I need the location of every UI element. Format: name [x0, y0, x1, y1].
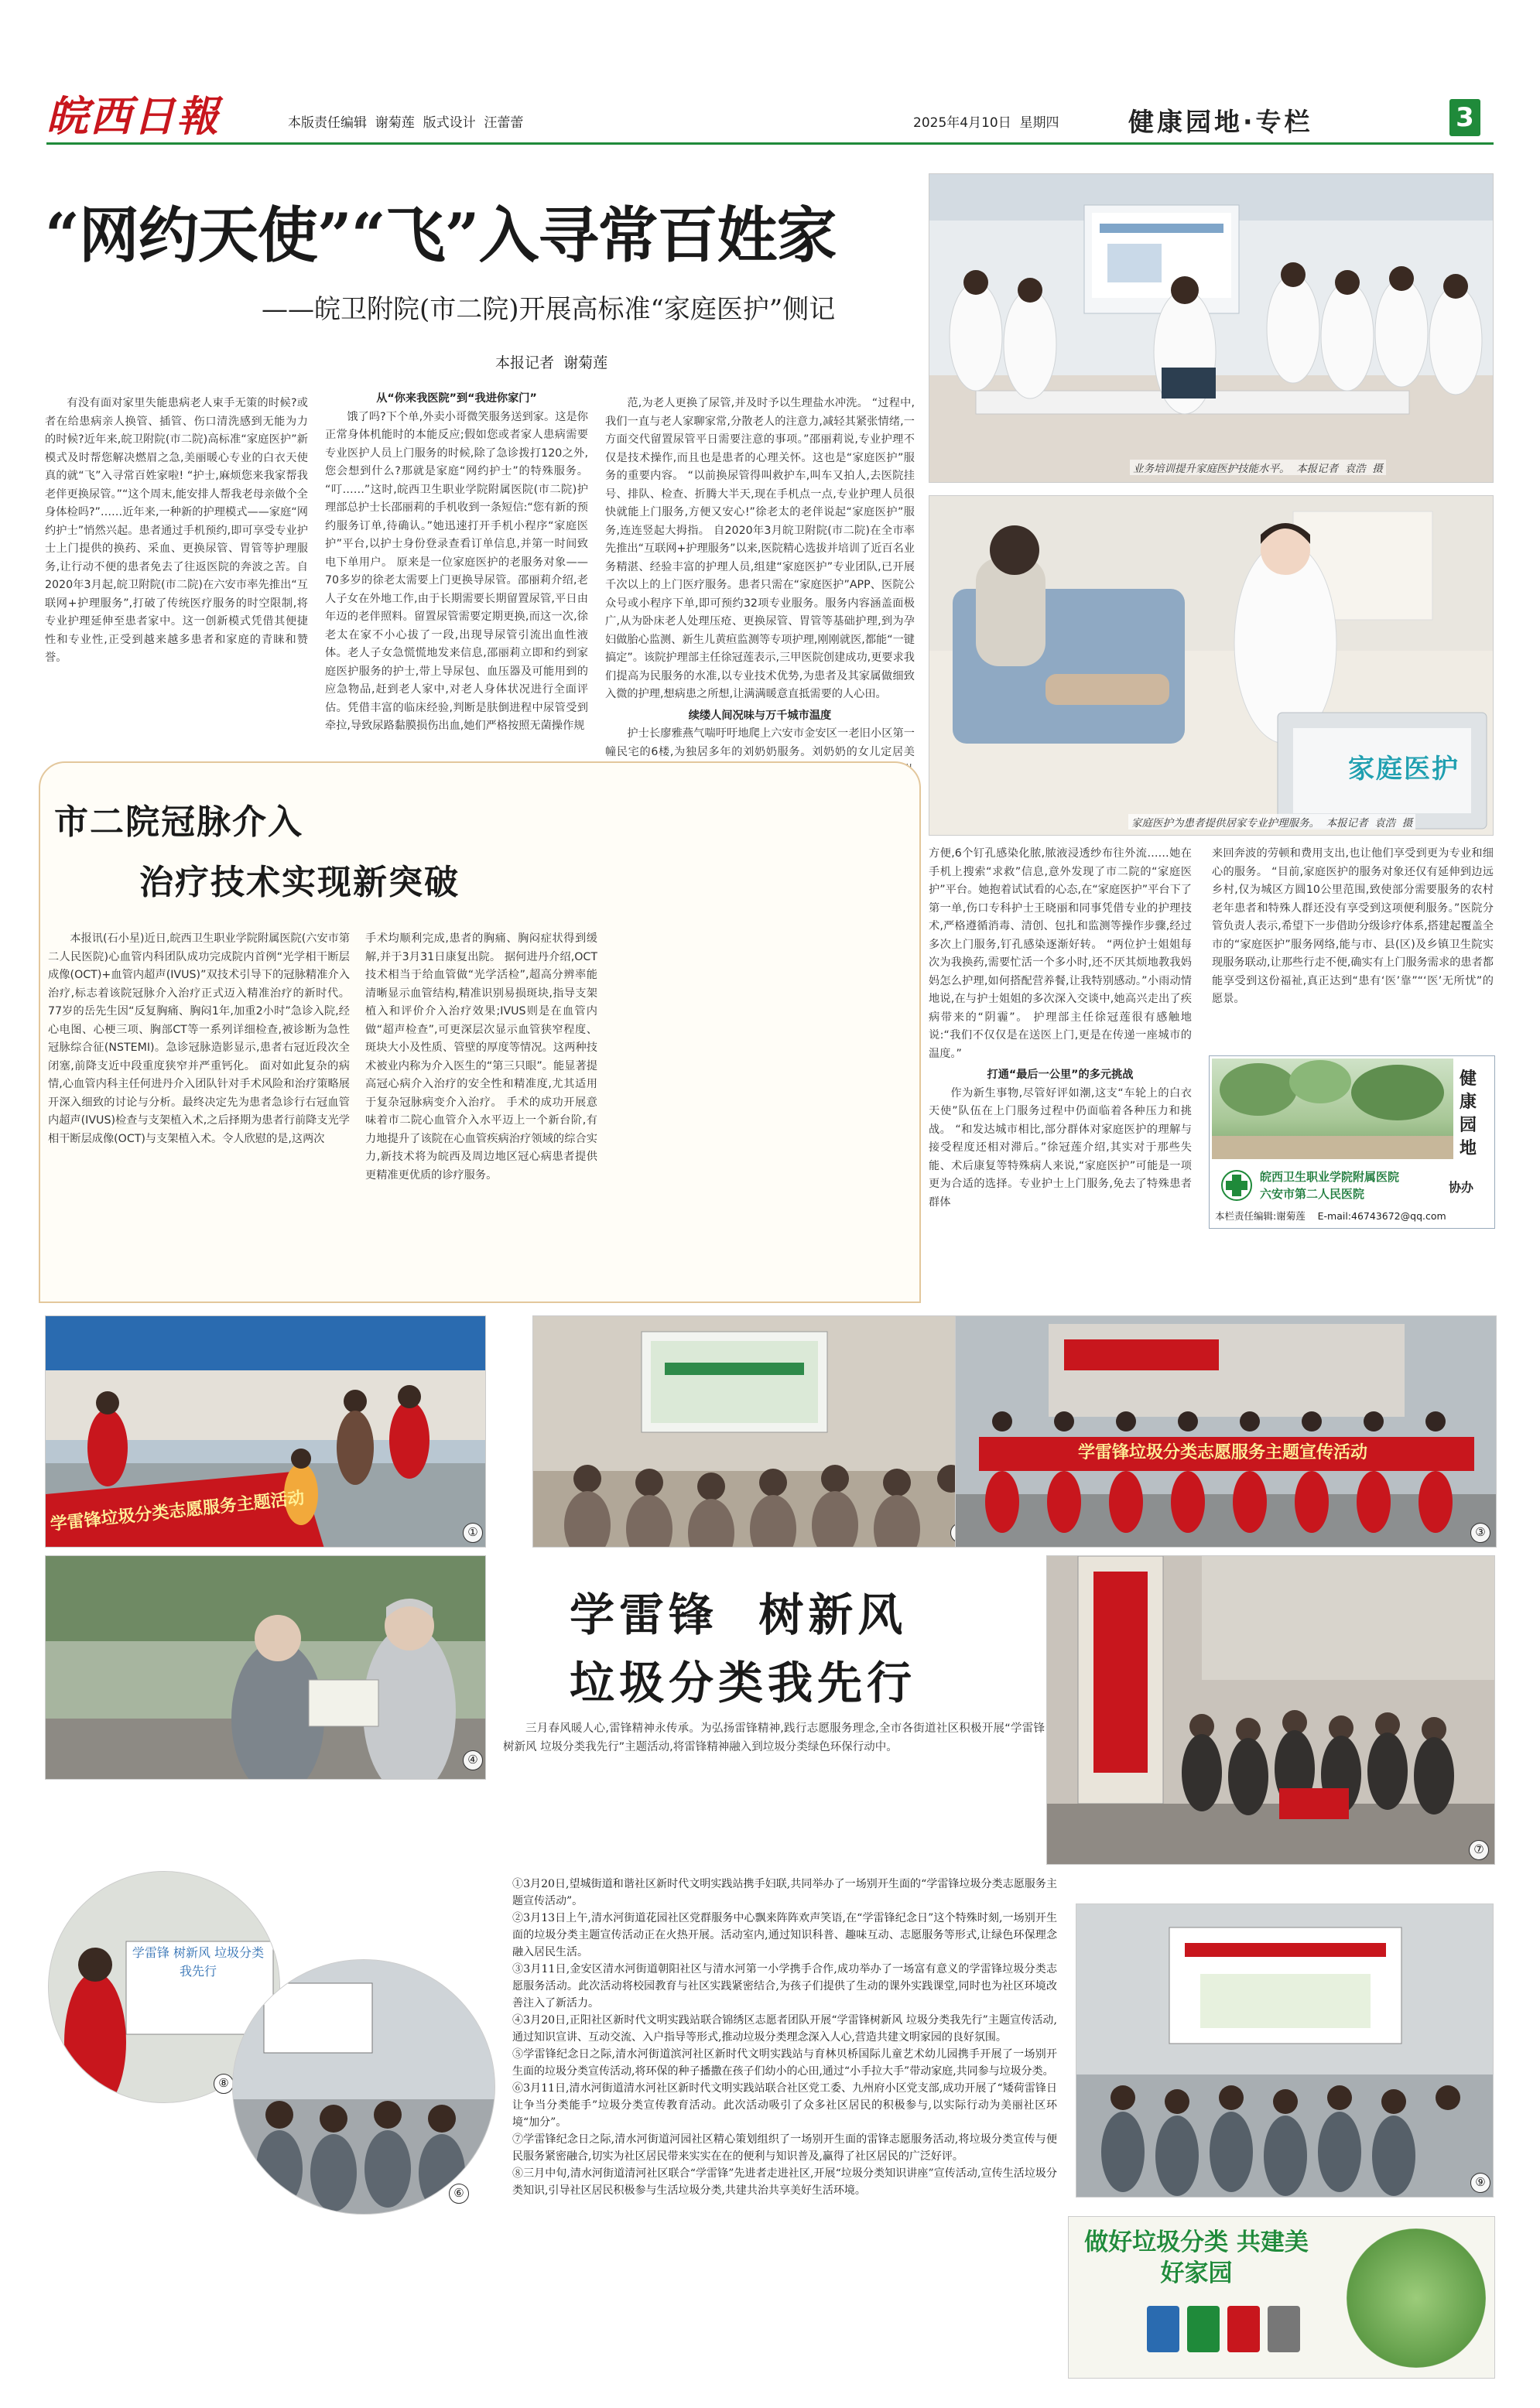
activity-photo-4: [45, 1555, 486, 1780]
masthead-logo: 皖西日報: [46, 91, 220, 141]
hospital-name-1: 皖西卫生职业学院附属医院: [1260, 1170, 1400, 1184]
garbage-poster-text: 做好垃圾分类 共建美好家园: [1084, 2228, 1309, 2287]
masthead-rule: [46, 142, 1494, 145]
feature-column-4b-text: 作为新生事物,尽管好评如潮,这支“车轮上的白衣天使”队伍在上门服务过程中仍面临着各种压力和挑战。 “和发达城市相比,部分群体对家庭医护的理解与接受程度还相对滞后。”徐冠莲介绍,其实对于那些失能、术后康复等特殊病人来说,“家庭医护”可能是一项更为合适的选择。专业护士上门服务,免去了特殊患者群体: [929, 1086, 1192, 1209]
activity-photo-1-banner: 学雷锋垃圾分类志愿服务主题活动: [49, 1488, 306, 1535]
activity-photo-3-banner: 学雷锋垃圾分类志愿服务主题宣传活动: [1077, 1443, 1367, 1462]
health-column-box-title: 健康园地: [1460, 1069, 1477, 1158]
activity-photo-2-art: [533, 1316, 977, 1548]
note-3: ③3月11日,金安区清水河街道朝阳社区与清水河第一小学携手合作,成功举办了一场富有意义的学雷锋垃圾分类志愿服务活动。此次活动将校园教育与社区实践紧密结合,为孩子们提供了生动的课外实践课堂,同时也为社区环境改善注入了新活力。: [512, 1963, 1057, 2010]
photo-number-4: ④: [463, 1750, 483, 1770]
masthead-editor: 本版责任编辑 谢菊莲 版式设计 汪蕾蕾: [288, 115, 524, 131]
park-scene-art: [1212, 1059, 1453, 1159]
hospital-name-2: 六安市第二人民医院: [1260, 1187, 1365, 1201]
feature-column-2: [325, 390, 588, 792]
activity-photo-7-art: [1047, 1556, 1495, 1865]
leifeng-title-2: 垃圾分类我先行: [570, 1657, 917, 1709]
activity-photo-2: [532, 1315, 977, 1548]
masthead-section: 健康园地·专栏: [1128, 107, 1313, 137]
health-column-box-image: [1212, 1059, 1453, 1159]
photo-number-1: ①: [463, 1523, 483, 1543]
cardio-column-1: 本报讯(石小星)近日,皖西卫生职业学院附属医院(六安市第二人民医院)心血管内科团队成功完成院内首例“光学相干断层成像(OCT)+血管内超声(IVUS)”双技术引导下的冠脉精准介入治疗,标志着该院冠脉介入治疗正式迈入精准治疗的新时代。 77岁的岳先生因“反复胸痛、胸闷1年,加重2小时”急诊入院,经心电图、心梗三项、胸部CT等一系列详细检查,被诊断为急性冠脉综合征(NSTEMI)。急诊冠脉造影显示,患者右冠近段次全闭塞,前降支近中段重度狭窄并严重钙化。 面对如此复杂的病情,心血管内科主任何进丹介入团队针对手术风险和治疗策略展开深入细致的讨论与分析。最终决定先为患者急诊行右冠血管内超声(IVUS)检查与支架植入术,之后择期为患者行前降支光学相干断层成像(OCT)与支架植入术。令人欣慰的是,这两次: [48, 932, 350, 1145]
photo-number-7: ⑦: [1469, 1840, 1489, 1860]
note-8: ⑧三月中旬,清水河街道清河社区联合“学雷锋”先进者走进社区,开展“垃圾分类知识讲座”宣传活动,宣传生活垃圾分类知识,引导社区居民积极参与生活垃圾分类,共建共治共享美好生活环境。: [512, 2167, 1057, 2197]
note-2: ②3月13日上午,清水河街道花园社区党群服务中心飘来阵阵欢声笑语,在“学雷锋纪念日”这个特殊时刻,一场别开生面的垃圾分类主题宣传活动正在火热开展。活动室内,通过知识科普、趣味互动、志愿服务等形式,让绿色环保理念融入居民生活。: [512, 1912, 1057, 1958]
activity-photo-9-art: [1076, 1904, 1494, 2198]
activity-photo-6-art: [233, 1960, 495, 2215]
masthead-date: 2025年4月10日 星期四: [913, 115, 1059, 131]
feature-subtitle: ——皖卫附院(市二院)开展高标准“家庭医护”侧记: [262, 294, 836, 325]
feature-byline: 本报记者 谢菊莲: [495, 354, 608, 371]
photo-number-3: ③: [1470, 1523, 1490, 1543]
activity-notes: [512, 1876, 1057, 2386]
hospital-logo-cross-bar: [1226, 1181, 1247, 1190]
note-5: ⑤学雷锋纪念日之际,清水河街道滨河社区新时代文明实践站与育林贝桥国际儿童艺术幼儿园携手开展了一场别开生面的垃圾分类宣传活动,将环保的种子播撒在孩子们幼小的心田,通过“小手拉大手”带动家庭,共同参与垃圾分类。: [512, 2048, 1057, 2078]
home-care-sign: 家庭医护: [1348, 754, 1460, 785]
cardio-title-2: 治疗技术实现新突破: [139, 863, 460, 902]
feature-column-3b-text: 护士长廖雅燕气喘吁吁地爬上六安市金安区一老旧小区第一幢民宅的6楼,为独居多年的刘奶奶服务。刘奶奶的女儿定居美: [605, 727, 915, 758]
feature-column-3-text: 范,为老人更换了尿管,并及时予以生理盐水冲洗。 “过程中,我们一直与老人家聊家常,分散老人的注意力,减轻其紧张情绪,一方面交代留置尿管平日需要注意的事项。”邵丽莉说,专业护理不仅是技术操作,而且也是患者的心理关怀。这也是“家庭医护”服务的重要内容。 “以前换尿管得叫救护车,叫车又拍人,去医院挂号、排队、检查、折腾大半天,现在手机点一点,专业护理人员很快就能上门服务,方便又安心!”徐老太的老伴说起“家庭医护”服务,连连竖起大拇指。 自2020年3月皖卫附院(市二院)在全市率先推出“互联网+护理服务”以来,医院精心选拔并培训了近百名业务精湛、经验丰富的护理人员,组建“家庭医护”专业团队,已开展千次以上的上门医疗服务。患者只需在“家庭医护”APP、医院公众号或小程序下单,即可预约32项专业服务。服务内容涵盖面极广,从为卧床老人处理压疮、更换尿管、胃管等基础护理,到为孕妇做胎心监测、新生儿黄疸监测等专项护理,刚刚就医,都能“一键搞定”。该院护理部主任徐冠莲表示,三甲医院创建成功,更要求我们提高为民服务的水准,以专业技术优势,为患者及其家属做细致入微的护理,想病患之所想,让满满暖意直抵需要的人心田。: [605, 397, 915, 700]
photo-number-8: ⑧: [214, 2074, 234, 2094]
note-4: ④3月20日,正阳社区新时代文明实践站联合锦绣区志愿者团队开展“学雷锋树新风 垃圾分类我先行”主题宣传活动,通过知识宣讲、互动交流、入户指导等形式,推动垃圾分类理念深入人心,营造共建文明家园的良好氛围。: [512, 2014, 1057, 2044]
leifeng-title-1: 学雷锋 树新风: [570, 1589, 908, 1641]
feature-column-3-heading: 续缕人间况味与万千城市温度: [688, 709, 832, 722]
feature-column-1: 有没有面对家里失能患病老人束手无策的时候?或者在给患病亲人换管、插管、伤口清洗感到无能为力的时候?近年来,皖卫附院(市二院)高标准“家庭医护”新模式及时帮您解决燃眉之急,美丽暖心专业的白衣天使真的就“飞”入寻常百姓家啦! “护士,麻烦您来我家帮我老伴更换尿管。”“这个周末,能安排人帮我老母亲做个全身体检吗?”……近年来,一种新的护理模式——家庭“网约护士”悄然兴起。患者通过手机预约,即可享受专业护士上门提供的换药、采血、更换尿管、胃管等护理服务,让行动不便的患者免去了往返医院的奔波之苦。自2020年3月起,皖卫附院(市二院)在六安市率先推出“互联网+护理服务”,打破了传统医疗服务的时空限制,将专业护理延伸至患者家中。这一创新模式凭借其便捷性和专业性,正受到越来越多患者和家庭的青睐和赞誉。: [45, 397, 308, 664]
feature-column-4: [929, 845, 1192, 1301]
note-7: ⑦学雷锋纪念日之际,清水河街道河园社区精心策划组织了一场别开生面的雷锋志愿服务活动,将垃圾分类宣传与便民服务紧密融合,切实为社区居民带来实实在在的便利与知识普及,赢得了社区居民的广泛好评。: [512, 2133, 1057, 2163]
health-column-co-host: 协办: [1449, 1180, 1474, 1195]
health-column-contact: 本栏责任编辑:谢菊莲 E-mail:46743672@qq.com: [1215, 1210, 1446, 1222]
training-photo-art: [929, 174, 1494, 483]
photo-number-9: ⑨: [1470, 2173, 1490, 2193]
cardio-title-1: 市二院冠脉介入: [54, 802, 303, 842]
note-6: ⑥3月11日,清水河街道清水河社区新时代文明实践站联合社区党工委、九州府小区党支部,成功开展了“矮荷雷锋日让争当分类能手”垃圾分类宣传教育活动。此次活动吸引了众多社区居民的积极参与,以实际行动为美丽社区环境“加分”。: [512, 2082, 1057, 2129]
masthead: [0, 0, 1540, 93]
feature-title: “网约天使”“飞”入寻常百姓家: [45, 200, 837, 271]
training-photo: [929, 173, 1494, 483]
feature-column-4-text: 方便,6个钉孔感染化脓,脓液浸透纱布往外流……她在手机上搜索“求救”信息,意外发现了市二院的“家庭医护”平台。她抱着试试看的心态,在“家庭医护”平台下了第一单,伤口专科护士王晓丽和同事凭借专业的护理技术,严格遵循消毒、清创、包扎和监测等操作步骤,经过多次上门服务,钉孔感染逐渐好转。 “两位护士姐姐每次为我换药,需要忙活一个多小时,还不厌其烦地教我妈妈怎么护理,如何搭配营养餐,让我特别感动。”小雨动情地说,在与护士姐姐的多次深入交谈中,她高兴走出了疾病带来的“阴霾”。 护理部主任徐冠莲很有感触地说:“我们不仅仅是在送医上门,更是在传递一座城市的温度。”: [929, 847, 1192, 1060]
cardio-column-2: 手术均顺利完成,患者的胸痛、胸闷症状得到缓解,并于3月31日康复出院。 据何进丹介绍,OCT技术相当于给血管做“光学活检”,超高分辨率能清晰显示血管结构,精准识别易损斑块,指导支架植入和评价介入治疗效果;IVUS则是在血管内做“超声检查”,可更深层次显示血管狭窄程度、斑块大小及性质、管壁的厚度等情况。这两种技术被业内称为介入医生的“第三只眼”。能显著提高冠心病介入治疗的安全性和精准度,尤其适用于复杂冠脉病变介入治疗。 手术的成功开展意味着市二院心血管介入水平迈上一个新台阶,有力地提升了该院在心血管疾病治疗领域的综合实力,新技术将为皖西及周边地区冠心病患者提供更精准更优质的诊疗服务。: [365, 932, 597, 1182]
activity-photo-7: [1046, 1555, 1495, 1865]
other-waste-bin-icon: [1268, 2306, 1300, 2352]
activity-photo-3-art: [956, 1316, 1497, 1548]
recycle-bin-icon: [1147, 2306, 1179, 2352]
feature-column-2-heading: 从“你来我医院”到“我进你家门”: [376, 392, 537, 405]
leifeng-intro: 三月春风暖人心,雷锋精神永传承。为弘扬雷锋精神,践行志愿服务理念,全市各街道社区积极开展“学雷锋树新风 垃圾分类我先行”主题活动,将雷锋精神融入到垃圾分类绿色环保行动中。: [503, 1722, 1045, 1753]
home-care-photo-caption: 家庭医护为患者提供居家专业护理服务。 本报记者 袁浩 摄: [1128, 814, 1415, 829]
page-number-text: 3: [1456, 102, 1474, 133]
activity-photo-9: [1076, 1903, 1494, 2198]
hazardous-waste-bin-icon: [1227, 2306, 1260, 2352]
feature-column-2-text: 饿了吗?下个单,外卖小哥微笑服务送到家。这是你正常身体机能时的本能反应;假如您或者家人患病需要专业医护人员上门服务的时候,除了急诊拨打120之外,您会想到什么?那就是家庭“网约护士”的特殊服务。 “叮……”这时,皖西卫生职业学院附属医院(市二院)护理部总护士长邵丽莉的手机收到一条短信:“您有新的预约服务订单,待确认。”她迅速打开手机小程序“家庭医护”平台,以护士身份登录查看订单信息,并第一时间致电下单用户。 原来是一位家庭医护的老服务对象——70多岁的徐老太需要上门更换导尿管。邵丽莉介绍,老人子女在外地工作,由于长期需要长期留置尿管,平日由年迈的老伴照料。留置尿管需要定期更换,而这一次,徐老太在家不小心拔了一段,出现导尿管引流出血性液体。老人子女急慌慌地发来信息,邵丽莉立即和约到家庭医护服务的护士,带上导尿包、血压器及可能用到的应急物品,赶到老人家中,对老人身体状况进行全面评估。凭借丰富的临床经验,判断是肤倒进程中尿管受到牵拉,导致尿路黏膜损伤出血,她们严格按照无菌操作规: [325, 410, 588, 732]
activity-photo-6: [232, 1959, 495, 2215]
feature-column-4-heading: 打通“最后一公里”的多元挑战: [987, 1069, 1134, 1081]
poster-greenery: [1347, 2228, 1486, 2368]
note-1: ①3月20日,望城街道和谐社区新时代文明实践站携手妇联,共同举办了一场别开生面的“学雷锋垃圾分类志愿服务主题宣传活动”。: [512, 1878, 1057, 1907]
feature-column-5: 来回奔波的劳顿和费用支出,也让他们享受到更为专业和细心的服务。 “目前,家庭医护的服务对象还仅有延伸到边远乡村,仅为城区方圆10公里范围,致使部分需要服务的农村老年患者和特殊人群还没有享受到这项便利服务。”医院分管负责人表示,希望下一步借助分级诊疗体系,搭建起覆盖全市的“家庭医护”服务网络,能与市、县(区)及乡镇卫生院实现服务联动,让那些行走不便,确实有上门服务需求的患者都能享受到这份福祉,真正达到“患有‘医’靠”“‘医’无所忧”的愿景。: [1212, 847, 1494, 1005]
training-photo-caption: 业务培训提升家庭医护技能水平。 本报记者 袁浩 摄: [1130, 460, 1386, 475]
activity-photo-4-art: [46, 1556, 486, 1780]
photo-number-6: ⑥: [449, 2184, 469, 2204]
activity-photo-8-screen: 学雷锋 树新风 垃圾分类我先行: [132, 1945, 265, 1979]
kitchen-waste-bin-icon: [1187, 2306, 1220, 2352]
activity-photo-3: [955, 1315, 1497, 1548]
